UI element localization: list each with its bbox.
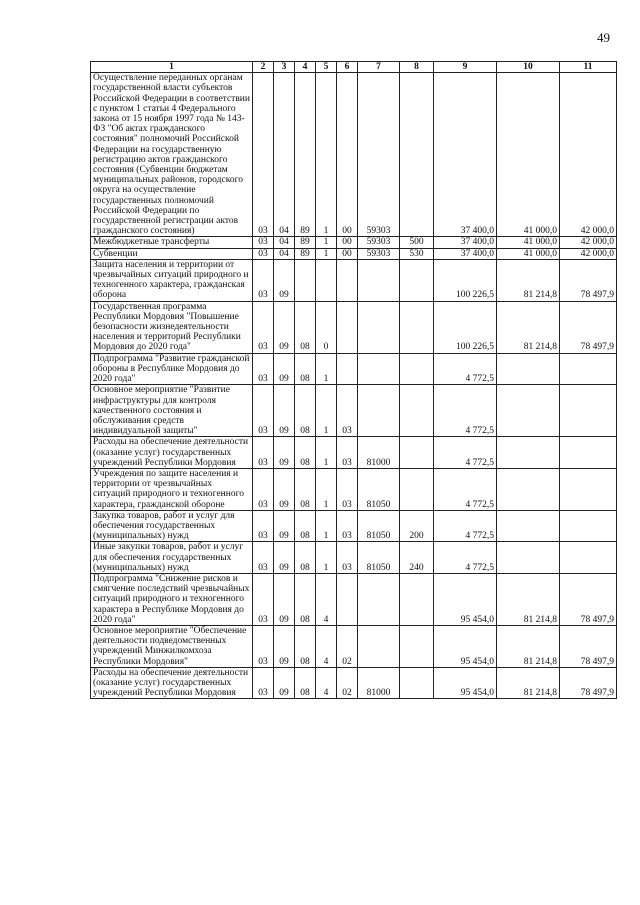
row-cell-c8: 240 xyxy=(400,542,434,574)
row-cell-c2: 03 xyxy=(253,353,274,385)
row-cell-c10 xyxy=(497,510,560,542)
row-cell-c3: 09 xyxy=(274,385,295,437)
row-cell-c4: 08 xyxy=(295,542,316,574)
row-cell-c2: 03 xyxy=(253,510,274,542)
row-cell-c11: 78 497,9 xyxy=(560,301,617,353)
budget-table xyxy=(90,61,617,699)
row-cell-c9: 95 454,0 xyxy=(434,573,497,625)
row-cell-c5: 1 xyxy=(316,437,337,469)
row-cell-c9: 4 772,5 xyxy=(434,510,497,542)
row-cell-c9: 4 772,5 xyxy=(434,353,497,385)
table-row xyxy=(91,353,617,385)
row-cell-c7: 59303 xyxy=(358,237,400,248)
row-cell-c3: 04 xyxy=(274,73,295,237)
row-name-cell: Расходы на обеспечение деятельности (оказание услуг) государственных учреждений Республики Мордовия xyxy=(91,437,253,469)
row-cell-c11: 78 497,9 xyxy=(560,667,617,699)
row-cell-c10: 81 214,8 xyxy=(497,301,560,353)
row-cell-c3: 04 xyxy=(274,248,295,259)
row-name-cell: Основное мероприятие "Обеспечение деятельности подведомственных учреждений Минжилкомхоза Республики Мордовия" xyxy=(91,625,253,667)
column-header: 5 xyxy=(316,62,337,73)
row-cell-c2: 03 xyxy=(253,667,274,699)
row-cell-c8 xyxy=(400,353,434,385)
row-cell-c5: 1 xyxy=(316,510,337,542)
column-header: 1 xyxy=(91,62,253,73)
row-cell-c4: 08 xyxy=(295,353,316,385)
row-cell-c9: 100 226,5 xyxy=(434,301,497,353)
row-name-cell: Расходы на обеспечение деятельности (оказание услуг) государственных учреждений Республики Мордовия xyxy=(91,667,253,699)
row-cell-c6: 02 xyxy=(337,667,358,699)
table-row xyxy=(91,237,617,248)
row-cell-c3: 04 xyxy=(274,237,295,248)
row-cell-c3: 09 xyxy=(274,625,295,667)
row-cell-c10 xyxy=(497,437,560,469)
row-cell-c4: 08 xyxy=(295,667,316,699)
row-cell-c7 xyxy=(358,301,400,353)
row-cell-c8 xyxy=(400,625,434,667)
row-cell-c2: 03 xyxy=(253,237,274,248)
row-cell-c3: 09 xyxy=(274,468,295,510)
row-cell-c7 xyxy=(358,625,400,667)
row-cell-c10: 81 214,8 xyxy=(497,573,560,625)
row-cell-c11 xyxy=(560,353,617,385)
row-cell-c3: 09 xyxy=(274,301,295,353)
row-cell-c6 xyxy=(337,259,358,301)
row-cell-c8 xyxy=(400,259,434,301)
row-cell-c10 xyxy=(497,385,560,437)
row-cell-c5: 1 xyxy=(316,385,337,437)
row-cell-c2: 03 xyxy=(253,248,274,259)
row-cell-c2: 03 xyxy=(253,468,274,510)
row-cell-c6: 03 xyxy=(337,468,358,510)
column-header: 11 xyxy=(560,62,617,73)
row-cell-c11: 78 497,9 xyxy=(560,259,617,301)
row-cell-c7: 81050 xyxy=(358,510,400,542)
row-cell-c6 xyxy=(337,573,358,625)
row-cell-c2: 03 xyxy=(253,73,274,237)
row-cell-c7: 81050 xyxy=(358,542,400,574)
row-cell-c10: 41 000,0 xyxy=(497,73,560,237)
column-header: 7 xyxy=(358,62,400,73)
row-cell-c2: 03 xyxy=(253,625,274,667)
row-cell-c4: 08 xyxy=(295,437,316,469)
row-cell-c2: 03 xyxy=(253,259,274,301)
table-row xyxy=(91,573,617,625)
row-cell-c11 xyxy=(560,468,617,510)
row-cell-c9: 4 772,5 xyxy=(434,542,497,574)
row-cell-c3: 09 xyxy=(274,667,295,699)
row-cell-c11 xyxy=(560,385,617,437)
row-cell-c5: 1 xyxy=(316,73,337,237)
table-row xyxy=(91,385,617,437)
row-cell-c7: 59303 xyxy=(358,73,400,237)
row-cell-c9: 4 772,5 xyxy=(434,468,497,510)
column-header: 6 xyxy=(337,62,358,73)
row-cell-c8: 530 xyxy=(400,248,434,259)
row-name-cell: Основное мероприятие "Развитие инфраструктуры для контроля качественного состояния и обслуживания средств индивидуальной защиты" xyxy=(91,385,253,437)
table-row xyxy=(91,542,617,574)
row-cell-c4 xyxy=(295,259,316,301)
row-cell-c8 xyxy=(400,437,434,469)
row-cell-c6: 02 xyxy=(337,625,358,667)
page-number: 49 xyxy=(597,30,610,45)
table-row xyxy=(91,259,617,301)
row-cell-c11: 42 000,0 xyxy=(560,237,617,248)
row-cell-c4: 08 xyxy=(295,468,316,510)
row-cell-c9: 37 400,0 xyxy=(434,73,497,237)
row-cell-c6: 03 xyxy=(337,510,358,542)
row-cell-c4: 89 xyxy=(295,237,316,248)
row-name-cell: Осуществление переданных органам государственной власти субъектов Российской Федерации в соответствии с пунктом 1 статьи 4 Федерального закона от 15 ноября 1997 года № 143-ФЗ "Об актах гражданского состояния" полномочий Российской Федерации на государственную регистрацию актов гражданского состояния (Субвенции бюджетам муниципальных районов, городского округа на осуществление государственных полномочий Российской Федерации по государственной регистрации актов гражданского состояния) xyxy=(91,73,253,237)
row-cell-c2: 03 xyxy=(253,437,274,469)
table-body xyxy=(91,73,617,699)
row-cell-c5: 4 xyxy=(316,573,337,625)
row-cell-c10 xyxy=(497,468,560,510)
row-name-cell: Межбюджетные трансферты xyxy=(91,237,253,248)
row-cell-c9: 4 772,5 xyxy=(434,385,497,437)
row-cell-c8 xyxy=(400,667,434,699)
row-cell-c10: 81 214,8 xyxy=(497,667,560,699)
row-cell-c10: 41 000,0 xyxy=(497,248,560,259)
row-cell-c6: 03 xyxy=(337,437,358,469)
row-cell-c6 xyxy=(337,301,358,353)
row-name-cell: Подпрограмма "Развитие гражданской обороны в Республике Мордовия до 2020 года" xyxy=(91,353,253,385)
row-cell-c3: 09 xyxy=(274,353,295,385)
row-cell-c4: 08 xyxy=(295,385,316,437)
row-cell-c6: 03 xyxy=(337,542,358,574)
column-header: 3 xyxy=(274,62,295,73)
table-row xyxy=(91,248,617,259)
row-cell-c9: 95 454,0 xyxy=(434,625,497,667)
table-row xyxy=(91,510,617,542)
row-cell-c5: 1 xyxy=(316,237,337,248)
row-cell-c6: 00 xyxy=(337,237,358,248)
row-cell-c8: 200 xyxy=(400,510,434,542)
row-cell-c9: 95 454,0 xyxy=(434,667,497,699)
row-cell-c5: 0 xyxy=(316,301,337,353)
row-cell-c4: 08 xyxy=(295,625,316,667)
row-cell-c7: 81000 xyxy=(358,437,400,469)
row-cell-c5 xyxy=(316,259,337,301)
row-cell-c9: 4 772,5 xyxy=(434,437,497,469)
row-cell-c3: 09 xyxy=(274,542,295,574)
row-cell-c3: 09 xyxy=(274,437,295,469)
row-cell-c6 xyxy=(337,353,358,385)
row-cell-c9: 37 400,0 xyxy=(434,237,497,248)
table-row xyxy=(91,625,617,667)
table-row xyxy=(91,667,617,699)
row-name-cell: Учреждения по защите населения и территории от чрезвычайных ситуаций природного и техногенного характера, гражданской обороне xyxy=(91,468,253,510)
row-cell-c5: 1 xyxy=(316,542,337,574)
row-cell-c2: 03 xyxy=(253,385,274,437)
row-cell-c9: 100 226,5 xyxy=(434,259,497,301)
row-cell-c4: 08 xyxy=(295,573,316,625)
row-cell-c8 xyxy=(400,385,434,437)
row-cell-c3: 09 xyxy=(274,259,295,301)
row-cell-c6: 03 xyxy=(337,385,358,437)
row-cell-c5: 1 xyxy=(316,468,337,510)
row-cell-c11 xyxy=(560,437,617,469)
row-cell-c11: 78 497,9 xyxy=(560,625,617,667)
row-cell-c5: 4 xyxy=(316,625,337,667)
row-cell-c5: 1 xyxy=(316,353,337,385)
row-name-cell: Субвенции xyxy=(91,248,253,259)
row-cell-c10 xyxy=(497,542,560,574)
header-row xyxy=(91,62,617,73)
column-header: 4 xyxy=(295,62,316,73)
row-cell-c3: 09 xyxy=(274,573,295,625)
table-row xyxy=(91,73,617,237)
column-header: 2 xyxy=(253,62,274,73)
row-cell-c11: 42 000,0 xyxy=(560,73,617,237)
row-cell-c7 xyxy=(358,353,400,385)
row-name-cell: Подпрограмма "Снижение рисков и смягчение последствий чрезвычайных ситуаций природного и техногенного характера в Республике Мордовия до 2020 года" xyxy=(91,573,253,625)
row-cell-c8 xyxy=(400,301,434,353)
row-name-cell: Защита населения и территории от чрезвычайных ситуаций природного и техногенного характера, гражданская оборона xyxy=(91,259,253,301)
column-header: 10 xyxy=(497,62,560,73)
row-cell-c8 xyxy=(400,73,434,237)
row-cell-c11 xyxy=(560,510,617,542)
row-cell-c6: 00 xyxy=(337,73,358,237)
row-cell-c8 xyxy=(400,573,434,625)
row-cell-c2: 03 xyxy=(253,301,274,353)
table-row xyxy=(91,437,617,469)
row-cell-c2: 03 xyxy=(253,573,274,625)
row-name-cell: Иные закупки товаров, работ и услуг для обеспечения государственных (муниципальных) нужд xyxy=(91,542,253,574)
row-cell-c8: 500 xyxy=(400,237,434,248)
row-cell-c10: 81 214,8 xyxy=(497,625,560,667)
row-cell-c8 xyxy=(400,468,434,510)
row-name-cell: Государственная программа Республики Мордовия "Повышение безопасности жизнедеятельности населения и территорий Республики Мордовия до 2020 года" xyxy=(91,301,253,353)
row-name-cell: Закупка товаров, работ и услуг для обеспечения государственных (муниципальных) нужд xyxy=(91,510,253,542)
row-cell-c10: 81 214,8 xyxy=(497,259,560,301)
row-cell-c10 xyxy=(497,353,560,385)
row-cell-c5: 4 xyxy=(316,667,337,699)
row-cell-c3: 09 xyxy=(274,510,295,542)
row-cell-c7 xyxy=(358,573,400,625)
table-row xyxy=(91,468,617,510)
column-header: 8 xyxy=(400,62,434,73)
row-cell-c5: 1 xyxy=(316,248,337,259)
row-cell-c7 xyxy=(358,385,400,437)
row-cell-c4: 89 xyxy=(295,73,316,237)
row-cell-c4: 89 xyxy=(295,248,316,259)
row-cell-c10: 41 000,0 xyxy=(497,237,560,248)
column-header: 9 xyxy=(434,62,497,73)
row-cell-c7: 59303 xyxy=(358,248,400,259)
row-cell-c4: 08 xyxy=(295,510,316,542)
row-cell-c6: 00 xyxy=(337,248,358,259)
table-row xyxy=(91,301,617,353)
row-cell-c2: 03 xyxy=(253,542,274,574)
row-cell-c7: 81000 xyxy=(358,667,400,699)
row-cell-c11 xyxy=(560,542,617,574)
row-cell-c7 xyxy=(358,259,400,301)
row-cell-c11: 78 497,9 xyxy=(560,573,617,625)
row-cell-c7: 81050 xyxy=(358,468,400,510)
row-cell-c11: 42 000,0 xyxy=(560,248,617,259)
row-cell-c9: 37 400,0 xyxy=(434,248,497,259)
row-cell-c4: 08 xyxy=(295,301,316,353)
